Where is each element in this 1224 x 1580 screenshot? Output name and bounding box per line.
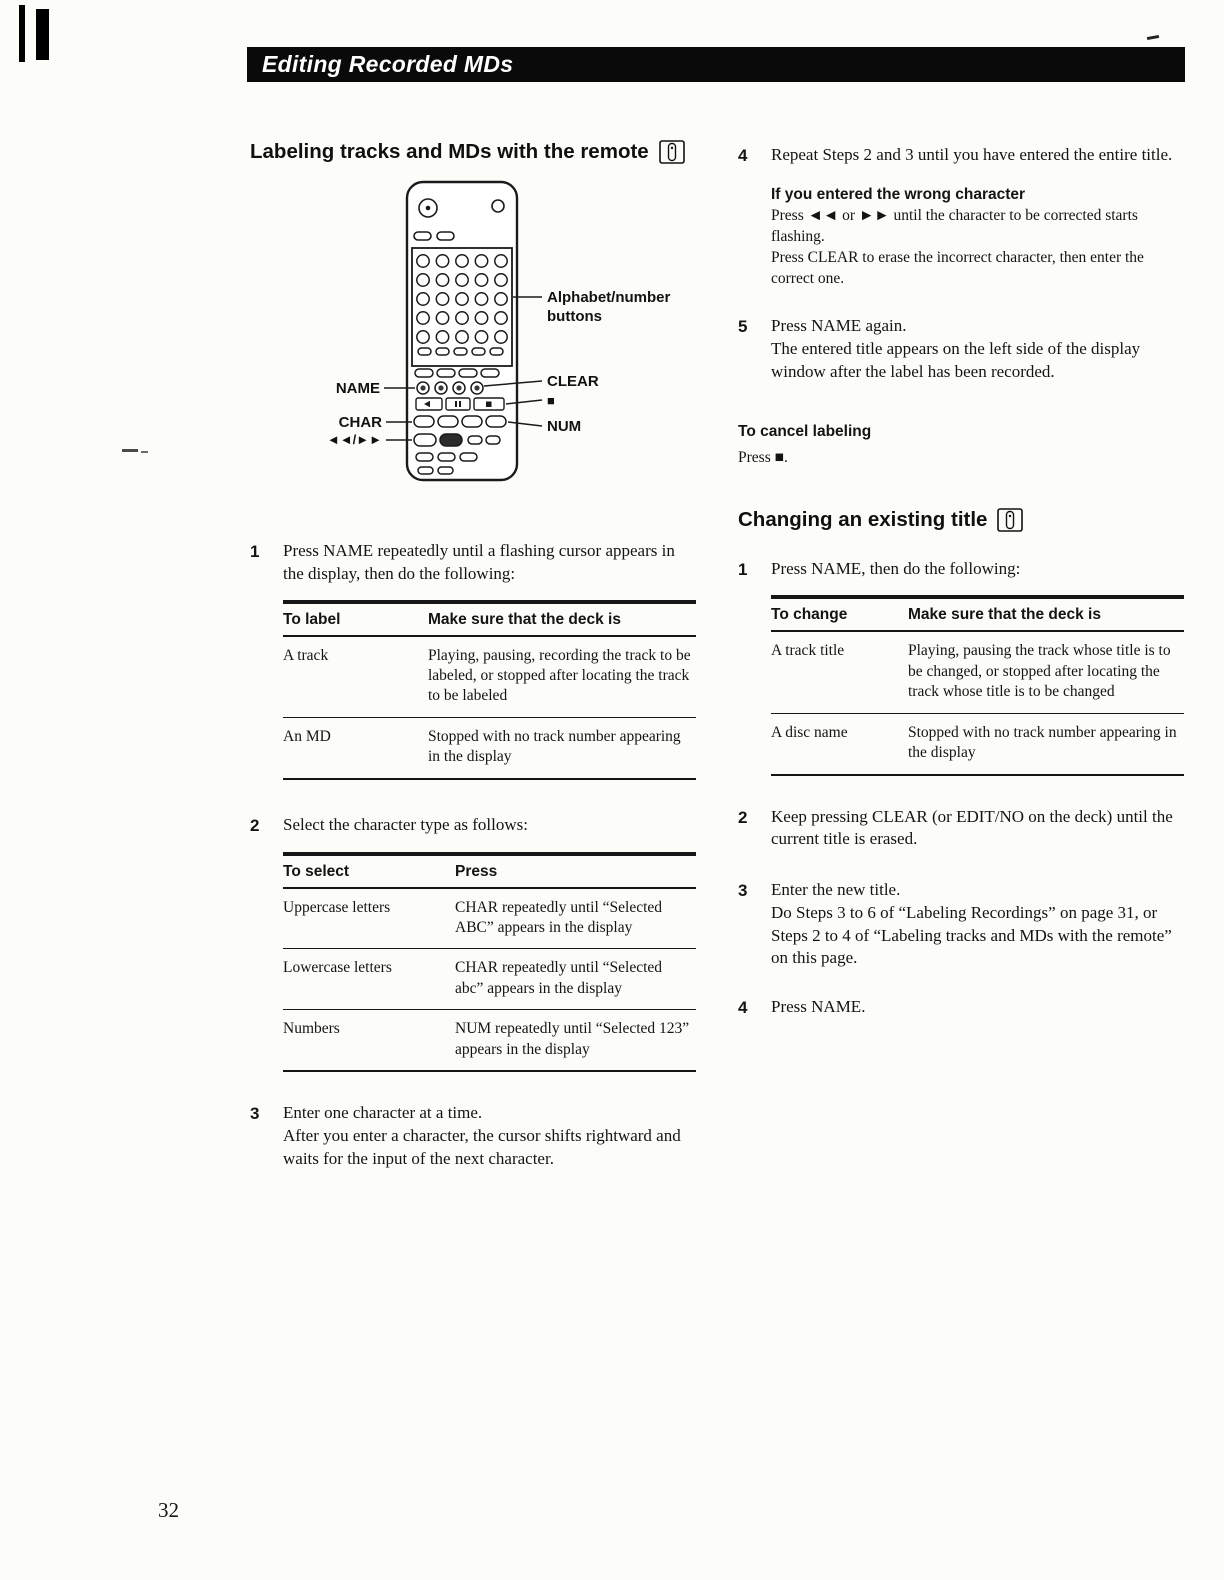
left-column — [250, 140, 696, 1171]
step-text: Enter one character at a time. — [283, 1103, 483, 1123]
table-header-cell: Make sure that the deck is — [908, 606, 1101, 624]
remote-illustration — [250, 176, 696, 510]
section-heading-labeling — [250, 140, 696, 164]
change-title-table — [771, 595, 1184, 775]
step-2-changing — [738, 806, 1184, 852]
step-text: Press NAME, then do the following: — [771, 558, 1021, 578]
step-2-labeling — [250, 814, 696, 838]
step-1-labeling — [250, 540, 696, 586]
table-cell: CHAR repeatedly until “Selected ABC” appears in the display — [455, 898, 663, 937]
step-number: 4 — [738, 146, 748, 165]
step-number: 1 — [250, 542, 260, 561]
wrong-character-note — [771, 184, 1184, 289]
section-header-title: Editing Recorded MDs — [262, 51, 514, 77]
callout-alphabet-line2: buttons — [547, 308, 602, 325]
callout-char: CHAR — [338, 414, 382, 431]
note-text: Press ◄◄ or ►► until the character to be corrected starts flashing. — [771, 206, 1138, 245]
table-cell: Numbers — [283, 1020, 340, 1038]
table-cell: An MD — [283, 727, 331, 745]
callout-alphabet-line1: Alphabet/number — [547, 289, 671, 306]
step-5-labeling — [738, 315, 1184, 383]
table-row — [283, 637, 696, 717]
note-text: Press CLEAR to erase the incorrect character, then enter the correct one. — [771, 249, 1144, 288]
character-type-table — [283, 852, 696, 1073]
step-1-changing — [738, 558, 1184, 582]
step-number: 3 — [738, 881, 748, 901]
note-heading: If you entered the wrong character — [771, 185, 1026, 203]
cancel-heading: To cancel labeling — [738, 423, 872, 441]
table-cell: A disc name — [771, 723, 848, 741]
table-cell: Stopped with no track number appearing in the display — [428, 727, 681, 766]
section-heading-text: Labeling tracks and MDs with the remote — [250, 140, 649, 163]
remote-indicator-icon — [997, 508, 1023, 532]
table-cell: A track — [283, 646, 329, 664]
step-text: Select the character type as follows: — [283, 814, 528, 834]
step-number: 1 — [738, 559, 748, 579]
table-cell: CHAR repeatedly until “Selected abc” appears in the display — [455, 959, 663, 997]
table-header-row — [283, 856, 696, 889]
table-cell: Playing, pausing, recording the track to be labeled, or stopped after locating the track to be labeled — [428, 646, 691, 705]
callout-num: NUM — [547, 418, 582, 435]
step-number: 2 — [250, 815, 260, 835]
callout-clear: CLEAR — [547, 373, 599, 390]
step-text: Repeat Steps 2 and 3 until you have entered the entire title. — [771, 145, 1173, 164]
remote-svg — [250, 176, 696, 510]
label-table — [283, 600, 696, 780]
table-header-row — [771, 599, 1184, 632]
step-number: 2 — [738, 807, 748, 827]
step-text: Do Steps 3 to 6 of “Labeling Recordings” on page 31, or Steps 2 to 4 of “Labeling tracks and MDs with the remote” on this page. — [771, 902, 1172, 968]
table-row — [771, 713, 1184, 774]
step-text: Press NAME again. — [771, 316, 907, 336]
step-number: 4 — [738, 998, 748, 1018]
section-header-bar — [247, 47, 1185, 82]
cancel-labeling-block — [738, 421, 1184, 467]
table-cell: A track title — [771, 642, 845, 660]
step-text: Keep pressing CLEAR (or EDIT/NO on the deck) until the current title is erased. — [771, 806, 1173, 849]
table-row — [283, 889, 696, 949]
scan-artifact-bar — [36, 9, 49, 60]
table-header-cell: To change — [771, 606, 848, 624]
callout-stop: ■ — [547, 393, 555, 408]
step-4-changing — [738, 996, 1184, 1020]
table-header-cell: Press — [455, 862, 498, 880]
scan-artifact-tick — [1147, 35, 1159, 40]
table-cell: Lowercase letters — [283, 959, 392, 977]
step-text: After you enter a character, the cursor shifts rightward and waits for the input of the next character. — [283, 1126, 681, 1168]
step-3-changing — [738, 879, 1184, 970]
scan-artifact-bar — [19, 5, 25, 62]
scan-artifact-dash — [141, 451, 148, 453]
table-header-row — [283, 604, 696, 637]
section-heading-changing — [738, 508, 1184, 532]
right-column — [738, 140, 1184, 1020]
step-number: 3 — [250, 1104, 260, 1124]
table-header-cell: Make sure that the deck is — [428, 610, 621, 628]
table-header-cell: To select — [283, 862, 350, 880]
table-header-cell: To label — [283, 610, 341, 628]
table-cell: Uppercase letters — [283, 898, 391, 916]
step-text: Enter the new title. — [771, 880, 901, 900]
table-cell: Playing, pausing the track whose title is to be changed, or stopped after locating the track whose title is to be changed — [908, 642, 1171, 701]
step-text: The entered title appears on the left side of the display window after the label has been recorded. — [771, 338, 1141, 381]
table-row — [283, 1009, 696, 1070]
table-cell: Stopped with no track number appearing in the display — [908, 723, 1177, 762]
page-number: 32 — [158, 1498, 179, 1522]
step-text: Press NAME repeatedly until a flashing cursor appears in the display, then do the following: — [283, 541, 675, 583]
table-row — [283, 717, 696, 778]
cancel-text: Press ■. — [738, 448, 788, 466]
callout-seek: ◄◄/►► — [326, 432, 382, 447]
table-cell: NUM repeatedly until “Selected 123” appears in the display — [455, 1020, 690, 1058]
remote-indicator-icon — [659, 140, 685, 164]
table-row — [283, 948, 696, 1009]
section-heading-text: Changing an existing title — [738, 507, 988, 531]
step-4-labeling — [738, 144, 1184, 168]
scan-artifact-dash — [122, 449, 138, 452]
step-text: Press NAME. — [771, 997, 866, 1017]
step-3-labeling — [250, 1102, 696, 1170]
table-row — [771, 632, 1184, 712]
step-number: 5 — [738, 317, 748, 337]
callout-name: NAME — [335, 380, 380, 397]
